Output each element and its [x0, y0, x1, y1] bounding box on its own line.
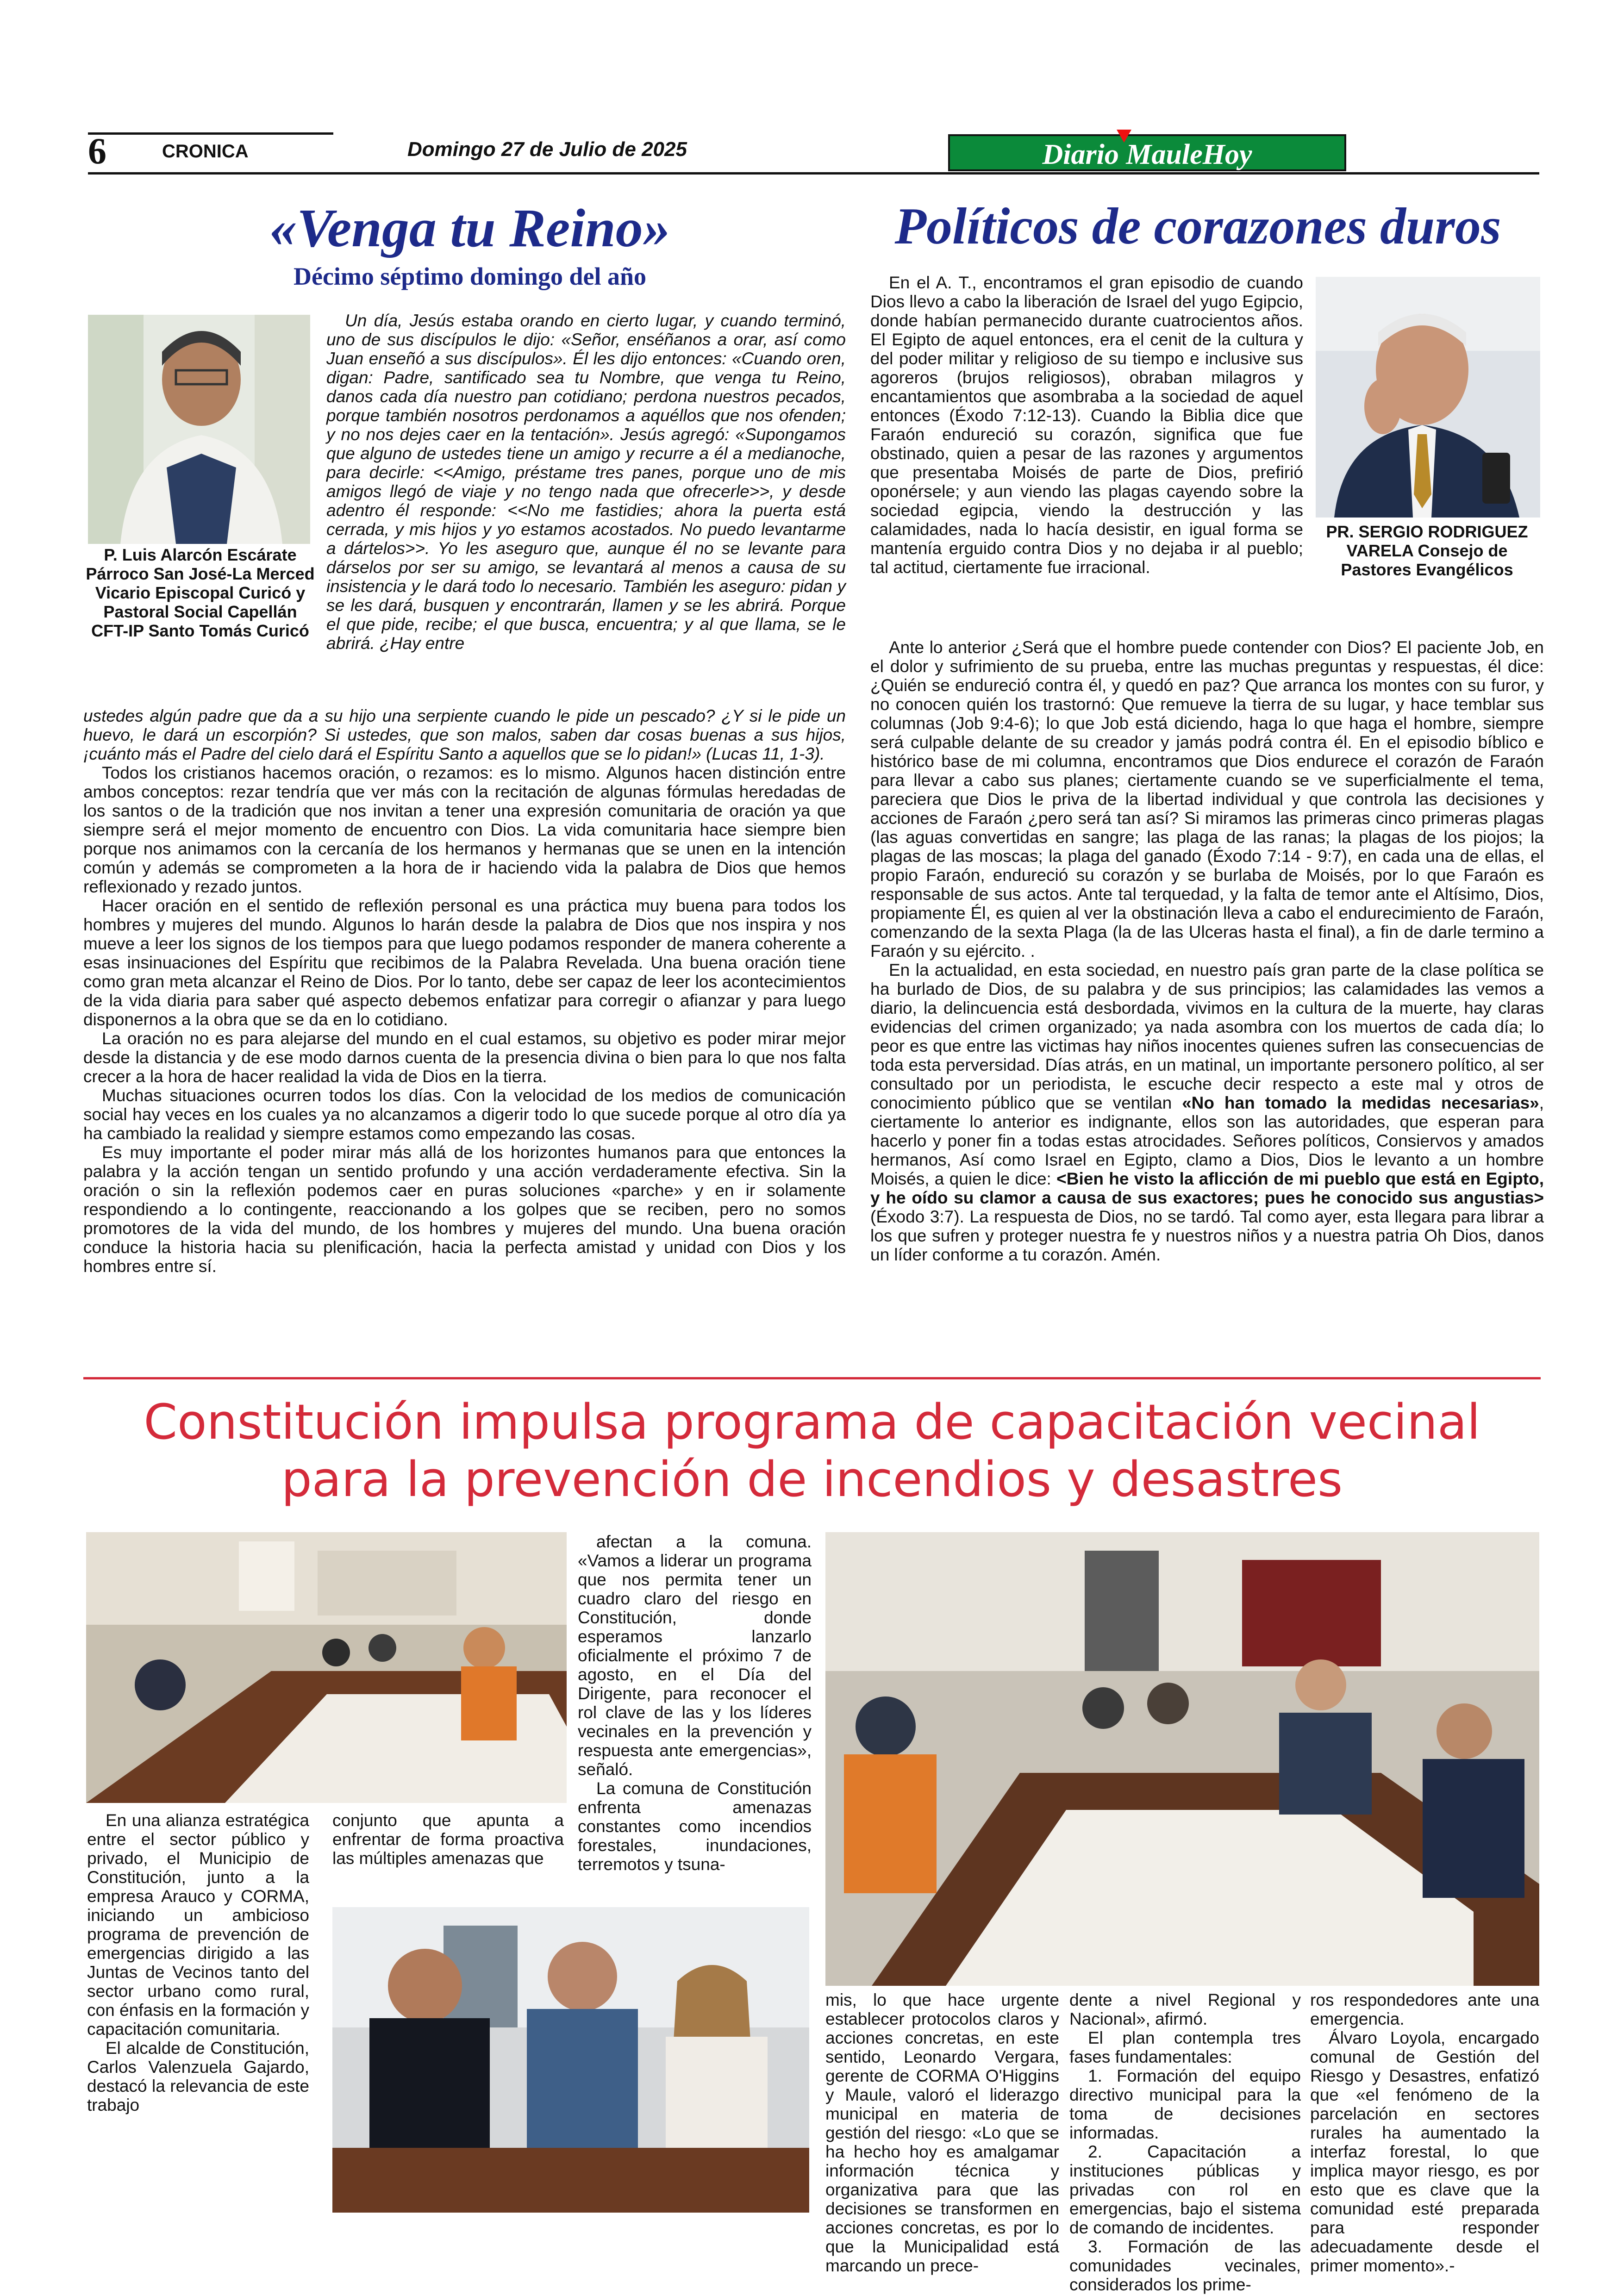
article3-column-6	[1310, 1990, 1539, 2275]
article1-paragraph: Hacer oración en el sentido de reflexión personal es una práctica muy buena para todos los hombres y mujeres del mundo. Algunos lo harán desde la palabra de Dios que nos inspira y nos mueve a leer los signos de los tiempos para que luego podamos responder de manera coherente a esas insinuaciones del Espíritu que recibimos de la Palabra Revelada. Una buena oración tiene como gran meta alcanzar el Reino de Dios. Por lo tanto, debe ser capaz de leer los acontecimientos de la vida diaria para saber qué aspecto debemos enfatizar para corregir o afianzar y para luego disponernos a la obra que se da en lo cotidiano.	[83, 896, 846, 1029]
meeting-photo-table	[825, 1532, 1539, 1986]
author-photo-rodriguez	[1316, 277, 1540, 518]
meeting-photo-officials	[332, 1907, 809, 2213]
article1-body	[83, 706, 846, 1276]
article2-paragraph: En el A. T., encontramos el gran episodio de cuando Dios llevo a cabo la liberación de Israel del yugo Egipcio, donde habían permanecido durante cuatrocientos años. El Egipto de aquel entonces, era el cenit de la cultura y del poder militar y religioso de su tiempo e inclusive sus agoreros (brujos religiosos), obraban milagros y encantamientos que asombraba a la sociedad de aquel entonces (Éxodo 7:12-13). Cuando la Biblia dice que Faraón endureció su corazón, significa que fue obstinado, quien a pesar de las razones y argumentos que presentaba Moisés de parte de Dios, prefirió oponérsele; y aun viendo las plagas cayendo sobre la sociedad egipcia, viendo la destrucción y las calamidades, nada lo hacía desistir, en igual forma se mantenía erguido contra Dios y no dejaba ir al pueblo; tal actitud, ciertamente fue irracional.	[870, 273, 1303, 577]
article3-paragraph: El alcalde de Constitución, Carlos Valenzuela Gajardo, destacó la relevancia de este trabajo	[87, 2039, 309, 2114]
article1-paragraph: Todos los cristianos hacemos oración, o rezamos: es lo mismo. Algunos hacen distinción entre ambos conceptos: rezar tendría que ver más con la recitación de algunas fórmulas heredadas de los santos o de la tradición que nos invitan a tener una expresión comunitaria de oración ya que siempre será el mejor momento de encuentro con Dios. La vida comunitaria hace siempre bien porque nos animamos con la cercanía de los hermanos y hermanas que se unen en la intención común y además se comprometen a la hora de ir haciendo vida la palabra de Dios que hemos reflexionado y rezado juntos.	[83, 763, 846, 896]
issue-date: Domingo 27 de Julio de 2025	[407, 138, 687, 161]
article3-paragraph: En una alianza estratégica entre el sector público y privado, el Municipio de Constitución, junto a la empresa Arauco y CORMA, iniciando un ambicioso programa de prevención de emergencias dirigido a las Juntas de Vecinos tanto del sector urbano como rural, con énfasis en la formación y capacitación comunitaria.	[87, 1811, 309, 2039]
article3-list-item: 3. Formación de las comunidades vecinales, considerados los prime-	[1069, 2237, 1301, 2294]
article2-text: (Éxodo 3:7). La respuesta de Dios, no se tardó. Tal como ayer, esta llegara para librar a los que sufren y proteger nuestra fe y nuestros niños y a nuestra patria Oh Dios, danos un líder conforme a tu corazón. Amén.	[870, 1207, 1544, 1264]
section-divider	[83, 1377, 1541, 1379]
article3-column-4	[825, 1990, 1059, 2275]
article1-photo-caption: P. Luis Alarcón Escárate Párroco San José-La Merced Vicario Episcopal Curicó y Pastoral Social Capellán CFT-IP Santo Tomás Curicó	[86, 545, 315, 640]
article3-column-2	[332, 1811, 564, 1868]
article3-title	[83, 1393, 1541, 1508]
article2-paragraph-present	[870, 960, 1544, 1264]
article2-intro	[870, 273, 1303, 577]
article3-paragraph: ros respondedores ante una emergencia.	[1310, 1990, 1539, 2028]
article1-gospel-text: Un día, Jesús estaba orando en cierto lugar, y cuando terminó, uno de sus discípulos le dijo: «Señor, enséñanos a orar, así como Juan enseñó a sus discípulos». Él les dijo entonces: «Cuando oren, digan: Padre, santificado sea tu Nombre, que venga tu Reino, danos cada día nuestro pan cotidiano; perdona nuestros pecados, porque también nosotros perdonamos a aquéllos que nos ofenden; y no nos dejes caer en la tentación». Jesús agregó: «Supongamos que alguno de ustedes tiene un amigo y recurre a él a medianoche, para decirle: <<Amigo, préstame tres panes, porque uno de mis amigos llegó de viaje y no tengo nada que ofrecerle>>, y desde adentro él responde: <<No me fastidies; ahora la puerta está cerrada, y mis hijos y yo estamos acostados. No puedo levantarme a dártelos>>. Yo les aseguro que, aunque él no se levante para dárselos por ser su amigo, se levantará al menos a causa de su insistencia y le dará todo lo necesario. También les aseguro: pidan y se les dará, busquen y encontrarán, llamen y se les abrirá. Porque el que pide, recibe; el que busca, encuentra; y al que llama, se le abrirá. ¿Hay entre	[326, 311, 846, 653]
header-rule-left	[88, 132, 333, 135]
article3-title-line: para la prevención de incendios y desastres	[281, 1451, 1343, 1508]
header-rule	[88, 172, 1539, 175]
article3-paragraph: La comuna de Constitución enfrenta amenazas constantes como incendios forestales, inundaciones, terremotos y tsuna-	[578, 1779, 812, 1874]
article1-paragraph: Es muy importante el poder mirar más allá de los horizontes humanos para que entonces la palabra y la acción tengan un sentido profundo y una acción verdaderamente efectiva. Sin la oración o sin la reflexión podemos caer en puras soluciones «parche» y en ir solamente respondiendo a lo contingente, reaccionando a los golpes que se reciben, pero no somos promotores de la vida del mundo, de los hombres y mujeres del mundo. Una buena oración conduce la historia hacia su plenificación, hacia la perfecta amistad y unidad con Dios y los hombres entre sí.	[83, 1143, 846, 1276]
article2-bible-quote: <Bien he visto la aflicción de mi pueblo que está en Egipto, y he oído su clamor a causa de sus exactores; pues he conocido sus angustias>	[870, 1169, 1544, 1207]
article2-body	[870, 638, 1544, 1264]
article1-subtitle: Décimo séptimo domingo del año	[294, 262, 646, 290]
masthead-text: Diario MauleHoy	[1042, 139, 1252, 170]
article1-gospel-continued: ustedes algún padre que da a su hijo una serpiente cuando le pide un pescado? ¿Y si le pide un huevo, le dará un escorpión? Si ustedes, que son malos, saben dar cosas buenas a sus hijos, ¡cuánto más el Padre del cielo dará el Espíritu Santo a aquellos que se lo pidan!» (Lucas 11, 1-3).	[83, 706, 846, 763]
page-number: 6	[88, 131, 106, 172]
article3-column-3	[578, 1532, 812, 1874]
article3-paragraph: conjunto que apunta a enfrentar de forma proactiva las múltiples amenazas que	[332, 1811, 564, 1868]
author-photo-alarcon	[88, 315, 310, 544]
article3-paragraph: El plan contempla tres fases fundamentales:	[1069, 2028, 1301, 2066]
masthead-accent-icon	[1117, 130, 1131, 143]
article3-list-item: 2. Capacitación a instituciones públicas y privadas con rol en emergencias, bajo el sistema de comando de incidentes.	[1069, 2142, 1301, 2237]
article3-paragraph: dente a nivel Regional y Nacional», afirmó.	[1069, 1990, 1301, 2028]
masthead-logo	[948, 134, 1346, 171]
article2-title: Políticos de corazones duros	[894, 198, 1501, 255]
article3-paragraph: Álvaro Loyola, encargado comunal de Gestión del Riesgo y Desastres, enfatizó que «el fenómeno de la parcelación en sectores rurales ha aumentado la interfaz forestal, lo que implica mayor riesgo, es por esto que es clave que la comunidad esté preparada para responder adecuadamente desde el primer momento».-	[1310, 2028, 1539, 2275]
article1-paragraph: Muchas situaciones ocurren todos los días. Con la velocidad de los medios de comunicación social hay veces en los cuales ya no alcanzamos a digerir todo lo que sucede porque al otro día ya ha cambiado la realidad y siempre estamos como empezando las cosas.	[83, 1086, 846, 1143]
article3-title-line: Constitución impulsa programa de capacitación vecinal	[144, 1394, 1480, 1450]
article1-title: «Venga tu Reino»	[269, 198, 670, 258]
article2-text: , ciertamente lo anterior es indignante, ellos son las autoridades, que esperan para hacerlo y poner fin a todas estas atrocidades. Señores políticos, Consiervos y amados hermanos, Así como Israel en Egipto, clamo a Dios, Dios le levanto a un hombre Moisés, a quien le dice:	[870, 1093, 1544, 1188]
article1-gospel-intro	[326, 311, 846, 653]
section-name: CRONICA	[162, 141, 249, 162]
article1-paragraph: La oración no es para alejarse del mundo en el cual estamos, su objetivo es poder mirar mejor desde la distancia y de ese modo darnos cuenta de la presencia divina o bien para lo que nos falta crecer a la hora de hacer realidad la vida de Dios en la tierra.	[83, 1029, 846, 1086]
article2-paragraph: Ante lo anterior ¿Será que el hombre puede contender con Dios? El paciente Job, en el dolor y sufrimiento de su prueba, entre las muchas preguntas y respuestas, él dice: ¿Quién se endureció contra él, y quedó en paz? Que arranca los montes con su furor, y no conocen quién los trastornó: Que remueve la tierra de su lugar, y hace temblar sus columnas (Job 9:4-6); lo que Job está diciendo, haga lo que haga el hombre, siempre será culpable delante de su creador y jamás podrá contra él. En el episodio bíblico e histórico base de mi columna, encontramos que Dios endurece el corazón de Faraón para llevar a cabo sus planes; ciertamente cuando se ve superficialmente el tema, pareciera que Dios le priva de la libertad individual y que controla las decisiones y acciones de Faraón ¿pero será tan así? Si miramos las primeras cinco primeras plagas (las aguas convertidas en sangre; las plaga de las ranas; la plagas de los piojos; la plagas de las moscas; la plaga del ganado (Éxodo 7:14 - 9:7), en cada una de ellas, el propio Faraón, endureció su corazón y se burlaba de Moisés, por lo que Faraón es responsable de sus actos. Ante tal terquedad, y la falta de temor ante el Altísimo, Dios, propiamente Él, es quien al ver la obstinación lleva a cabo el endurecimiento de Faraón, comenzando de la sexta Plaga (la de las Ulceras hasta el final), a fin de darle termino a Faraón y su ejército. .	[870, 638, 1544, 960]
article2-photo-caption: PR. SERGIO RODRIGUEZ VARELA Consejo de Pastores Evangélicos	[1326, 522, 1528, 579]
article3-paragraph: mis, lo que hace urgente establecer protocolos claros y acciones concretas, en este sentido, Leonardo Vergara, gerente de CORMA O'Higgins y Maule, valoró el liderazgo municipal en materia de gestión del riesgo: «Lo que se ha hecho hoy es amalgamar información técnica y organizativa para que las decisiones se transformen en acciones concretas, es por lo que la Municipalidad está marcando un prece-	[825, 1990, 1059, 2275]
article3-paragraph: afectan a la comuna. «Vamos a liderar un programa que nos permita tener un cuadro claro del riesgo en Constitución, donde esperamos lanzarlo oficialmente el próximo 7 de agosto, en el Día del Dirigente, para reconocer el rol clave de las y los líderes vecinales en la prevención y respuesta ante emergencias», señaló.	[578, 1532, 812, 1779]
article3-list-item: 1. Formación del equipo directivo municipal para la toma de decisiones informadas.	[1069, 2066, 1301, 2142]
article3-column-1	[87, 1811, 309, 2114]
article2-text: En la actualidad, en esta sociedad, en nuestro país gran parte de la clase política se ha burlado de Dios, de su palabra y de sus principios; las calamidades las vemos a diario, la delincuencia está desbordada, vivimos en la cultura de la muerte, hay claras evidencias del crimen organizado; ya nada asombra con los muertos de cada día; lo peor es que entre las victimas hay niños inocentes quienes sufren las consecuencias de toda esta perversidad. Días atrás, en un matinal, un importante personero político, al ser consultado por un periodista, le escuche decir respecto a este mal y otros de conocimiento público que se ventilan	[870, 960, 1544, 1112]
article2-quote: «No han tomado la medidas necesarias»	[1182, 1093, 1539, 1112]
article3-column-5	[1069, 1990, 1301, 2294]
meeting-photo-room	[86, 1532, 567, 1803]
